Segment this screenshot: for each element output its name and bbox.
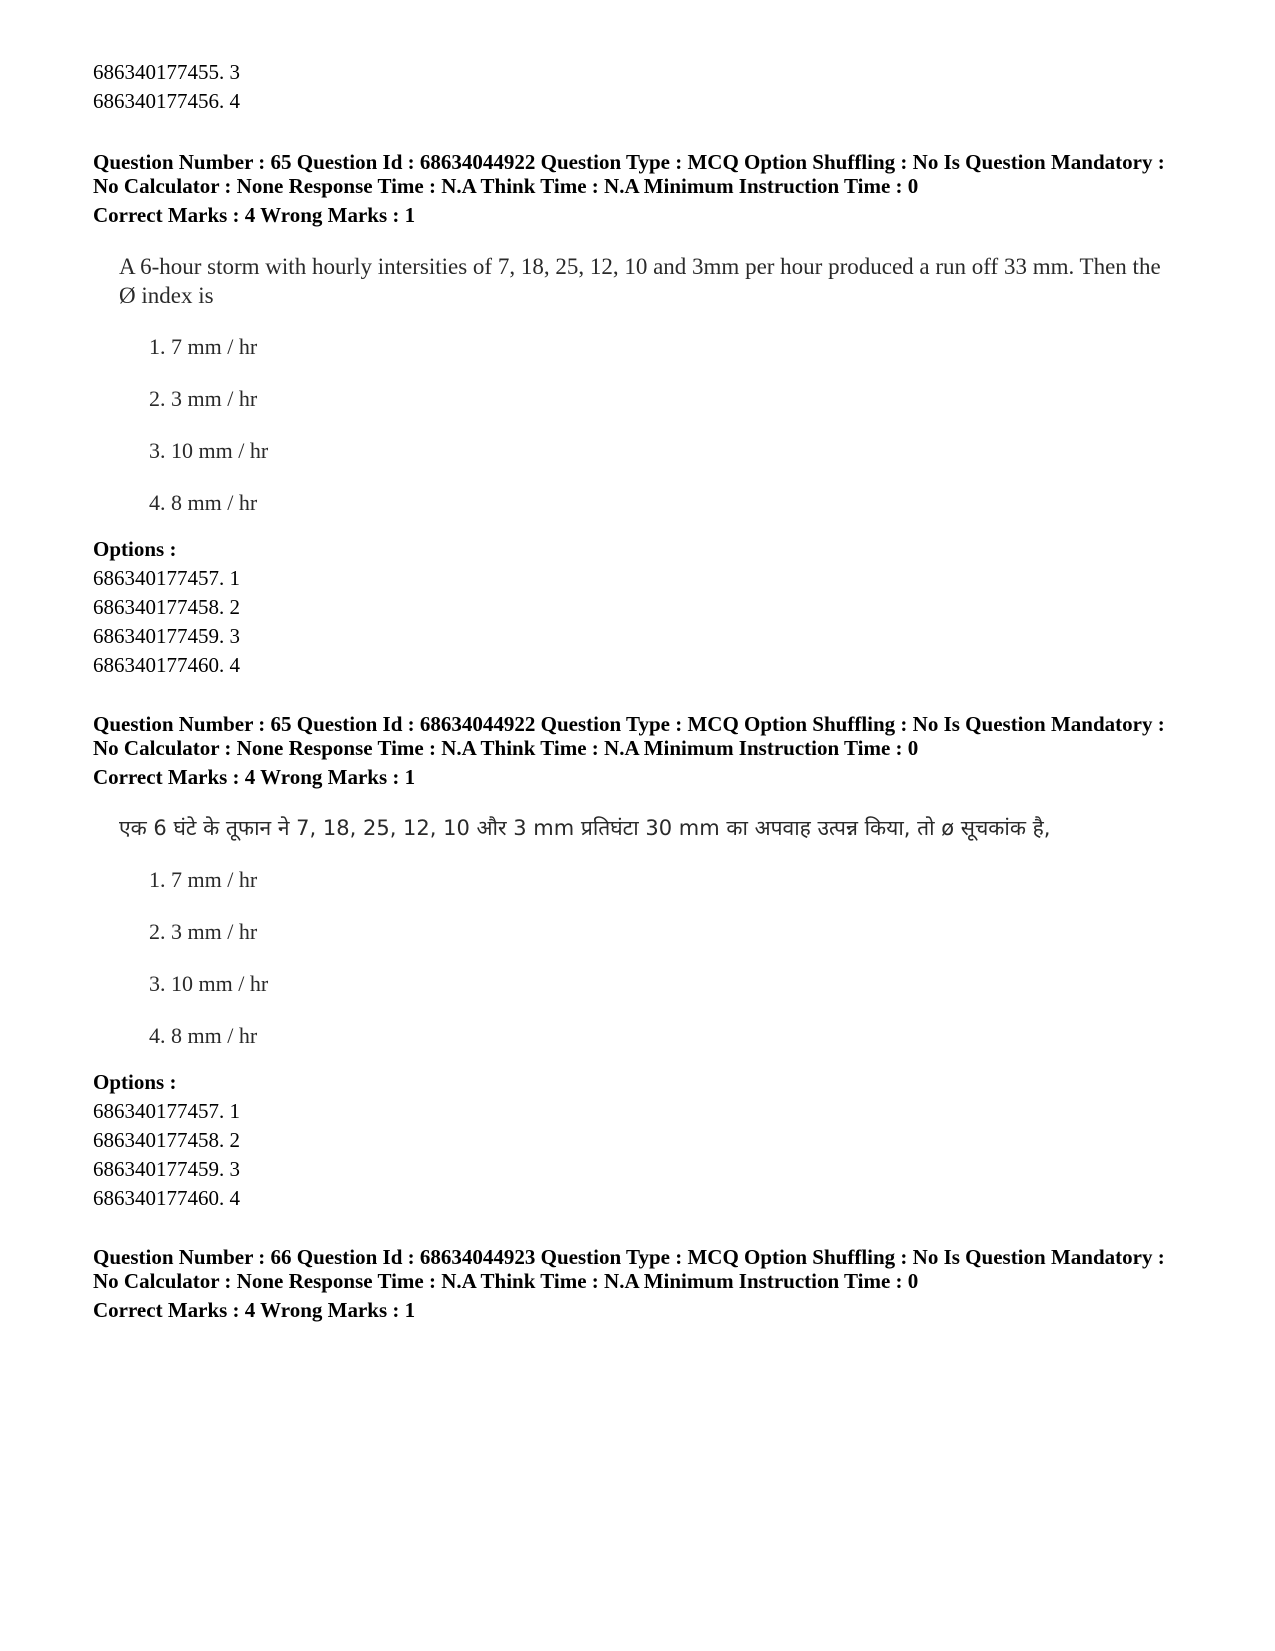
question-meta-line-1: Question Number : 65 Question Id : 68634044922 Question Type : MCQ Option Shuffling : No Is Question Mandatory : — [93, 150, 1165, 174]
question-meta-line-2: No Calculator : None Response Time : N.A Think Time : N.A Minimum Instruction Time : 0 — [93, 174, 919, 198]
question-block-66 — [93, 1245, 1193, 1325]
document-page — [93, 58, 1193, 1325]
question-meta-line-2: No Calculator : None Response Time : N.A Think Time : N.A Minimum Instruction Time : 0 — [93, 736, 919, 760]
answer-choice: 1. 7 mm / hr — [149, 334, 258, 359]
options-label: Options : — [93, 537, 177, 561]
answer-choice: 2. 3 mm / hr — [149, 386, 258, 411]
option-id-line: 686340177457. 1 — [93, 566, 240, 590]
options-label: Options : — [93, 1070, 177, 1094]
previous-options-list — [93, 58, 1193, 116]
question-block-65-english — [93, 150, 1193, 680]
question-marks: Correct Marks : 4 Wrong Marks : 1 — [93, 1298, 416, 1322]
answer-choice: 3. 10 mm / hr — [149, 971, 269, 996]
question-meta-line-1: Question Number : 66 Question Id : 68634044923 Question Type : MCQ Option Shuffling : No Is Question Mandatory : — [93, 1245, 1165, 1269]
question-text: एक 6 घंटे के तूफान ने 7, 18, 25, 12, 10 और 3 mm प्रतिघंटा 30 mm का अपवाह उत्पन्न किया, तो ø सूचकांक है, — [119, 816, 1051, 840]
answer-choice: 3. 10 mm / hr — [149, 438, 269, 463]
answer-choice: 1. 7 mm / hr — [149, 867, 258, 892]
answer-choices — [149, 332, 1179, 517]
question-content-image — [119, 814, 1179, 1050]
option-id-line: 686340177456. 4 — [93, 89, 240, 113]
answer-choice: 4. 8 mm / hr — [149, 1023, 258, 1048]
option-id-line: 686340177460. 4 — [93, 653, 240, 677]
question-marks: Correct Marks : 4 Wrong Marks : 1 — [93, 203, 416, 227]
option-id-line: 686340177457. 1 — [93, 1099, 240, 1123]
option-id-line: 686340177460. 4 — [93, 1186, 240, 1210]
question-meta-line-1: Question Number : 65 Question Id : 68634044922 Question Type : MCQ Option Shuffling : No Is Question Mandatory : — [93, 712, 1165, 736]
option-id-line: 686340177458. 2 — [93, 595, 240, 619]
option-id-line: 686340177459. 3 — [93, 624, 240, 648]
option-id-line: 686340177458. 2 — [93, 1128, 240, 1152]
option-id-line: 686340177459. 3 — [93, 1157, 240, 1181]
question-marks: Correct Marks : 4 Wrong Marks : 1 — [93, 765, 416, 789]
answer-choice: 2. 3 mm / hr — [149, 919, 258, 944]
answer-choices — [149, 865, 1179, 1050]
question-content-image — [119, 252, 1179, 517]
question-block-65-hindi — [93, 712, 1193, 1213]
option-id-line: 686340177455. 3 — [93, 60, 240, 84]
answer-choice: 4. 8 mm / hr — [149, 490, 258, 515]
question-meta-line-2: No Calculator : None Response Time : N.A Think Time : N.A Minimum Instruction Time : 0 — [93, 1269, 919, 1293]
question-text: A 6-hour storm with hourly intersities of 7, 18, 25, 12, 10 and 3mm per hour produced a run off 33 mm. Then the Ø index is — [119, 254, 1161, 308]
